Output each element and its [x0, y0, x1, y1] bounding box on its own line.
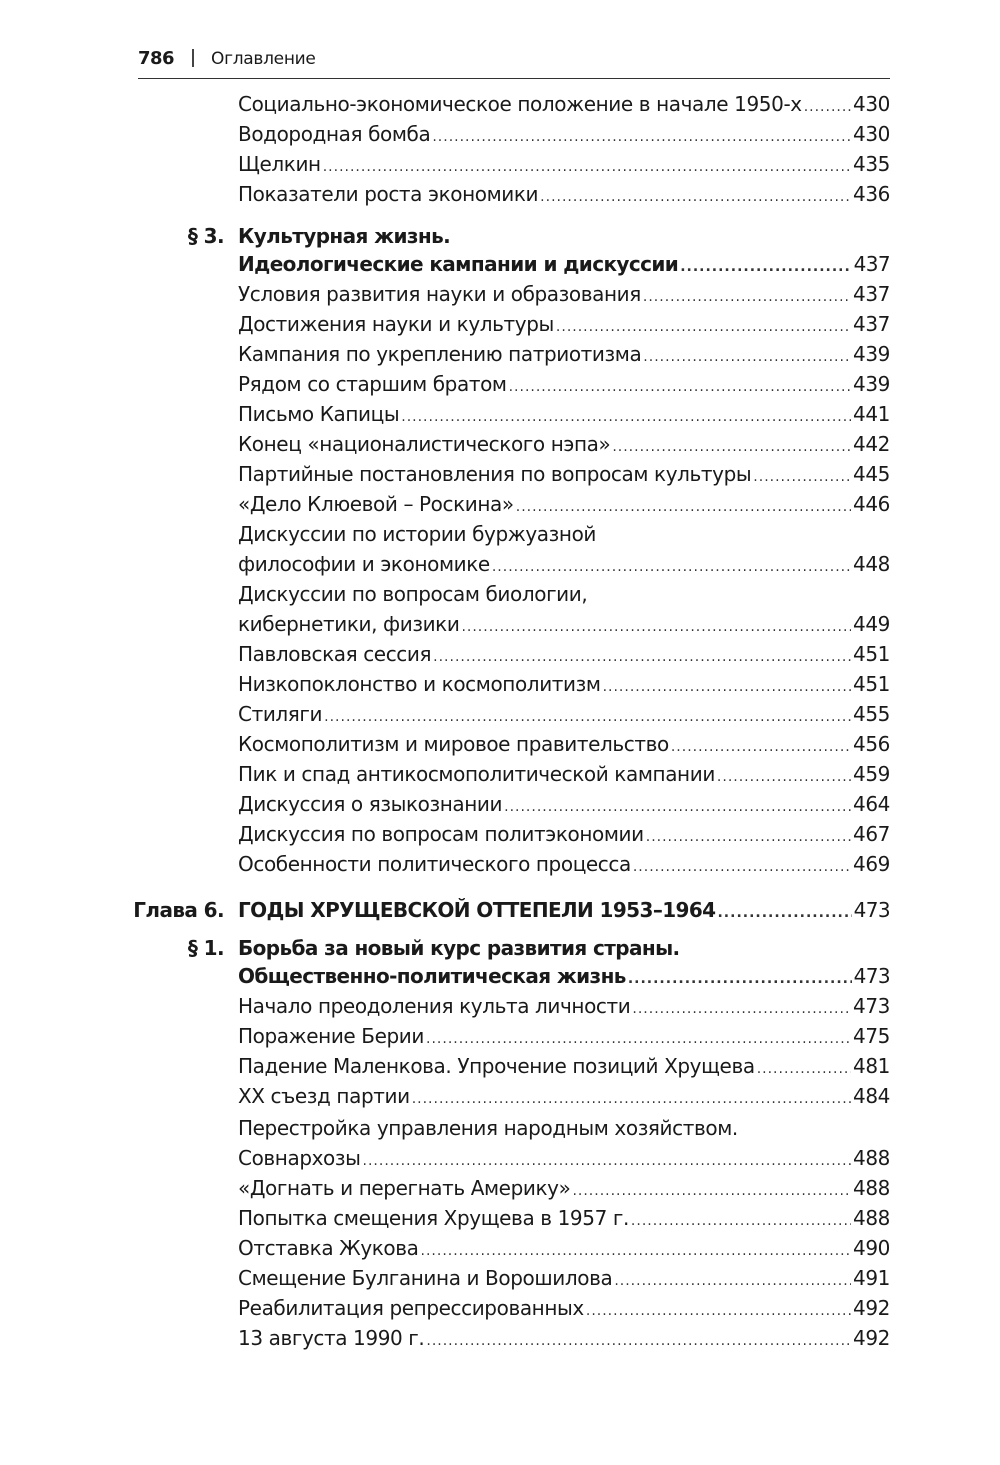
dot-leader — [603, 679, 851, 695]
dot-leader — [586, 1303, 851, 1319]
toc-entry[interactable] — [238, 92, 890, 122]
entry-page: 469 — [853, 852, 890, 876]
dot-leader — [671, 739, 851, 755]
dot-leader — [432, 129, 851, 145]
page-number: 786 — [138, 48, 175, 69]
entry-title: Попытка смещения Хрущева в 1957 г. — [238, 1206, 629, 1230]
entry-page: 448 — [853, 552, 890, 576]
entry-page: 491 — [853, 1266, 890, 1290]
entry-page: 449 — [853, 612, 890, 636]
entry-page: 488 — [853, 1206, 890, 1230]
toc-entry[interactable] — [238, 702, 890, 732]
toc-entry[interactable] — [238, 182, 890, 212]
chapter-title: ГОДЫ ХРУЩЕВСКОЙ ОТТЕПЕЛИ 1953–1964 — [238, 898, 716, 922]
entry-title: Дискуссия о языкознании — [238, 792, 503, 816]
toc-entry[interactable] — [238, 1266, 890, 1296]
entry-title: Особенности политического процесса — [238, 852, 631, 876]
entry-page: 437 — [853, 282, 890, 306]
entry-title: Низкопоклонство и космополитизм — [238, 672, 601, 696]
entry-title: Партийные постановления по вопросам культуры — [238, 462, 752, 486]
dot-leader — [757, 1061, 851, 1077]
dot-leader — [572, 1183, 851, 1199]
toc-entry[interactable] — [238, 1024, 890, 1054]
toc-entry[interactable] — [238, 1146, 890, 1176]
toc-entry[interactable] — [238, 852, 890, 882]
dot-leader — [433, 649, 851, 665]
entry-title: Падение Маленкова. Упрочение позиций Хрущева — [238, 1054, 755, 1078]
header-separator — [192, 49, 194, 67]
toc-entry[interactable] — [238, 372, 890, 402]
toc-entry[interactable] — [238, 1296, 890, 1326]
section-heading-entry[interactable] — [238, 964, 890, 994]
entry-title: Смещение Булганина и Ворошилова — [238, 1266, 613, 1290]
entry-page: 484 — [853, 1084, 890, 1108]
entry-page: 451 — [853, 672, 890, 696]
toc-entry[interactable] — [238, 312, 890, 342]
entry-title: Достижения науки и культуры — [238, 312, 554, 336]
entry-title: Водородная бомба — [238, 122, 431, 146]
entry-title: Космополитизм и мировое правительство — [238, 732, 669, 756]
entry-page: 445 — [853, 462, 890, 486]
entry-title: Кампания по укреплению патриотизма — [238, 342, 642, 366]
dot-leader — [412, 1091, 851, 1107]
entry-title: «Догнать и перегнать Америку» — [238, 1176, 571, 1200]
section-label: § 3. — [187, 224, 224, 248]
entry-title: Условия развития науки и образования — [238, 282, 641, 306]
header-title: Оглавление — [211, 49, 316, 69]
toc-entry[interactable] — [238, 402, 890, 432]
entry-page: 473 — [853, 898, 890, 922]
toc-entry[interactable] — [238, 612, 890, 642]
entry-title: Поражение Берии — [238, 1024, 425, 1048]
entry-page: 430 — [853, 92, 890, 116]
running-header — [138, 44, 890, 79]
section-title-line2: Общественно-политическая жизнь — [238, 964, 626, 988]
dot-leader — [633, 859, 851, 875]
dot-leader — [632, 1001, 851, 1017]
dot-leader — [753, 469, 851, 485]
dot-leader — [540, 189, 851, 205]
dot-leader — [631, 1213, 851, 1229]
entry-title: «Дело Клюевой – Роскина» — [238, 492, 514, 516]
toc-entry[interactable] — [238, 792, 890, 822]
entry-page: 490 — [853, 1236, 890, 1260]
dot-leader — [421, 1243, 852, 1259]
section-title-line2: Идеологические кампании и дискуссии — [238, 252, 679, 276]
toc-entry[interactable] — [238, 1054, 890, 1084]
entry-title: Начало преодоления культа личности — [238, 994, 631, 1018]
dot-leader — [643, 349, 851, 365]
entry-page: 492 — [853, 1326, 890, 1350]
entry-title: Конец «националистического нэпа» — [238, 432, 611, 456]
dot-leader — [643, 289, 851, 305]
entry-page: 451 — [853, 642, 890, 666]
entry-title-line1[interactable]: Перестройка управления народным хозяйством. — [238, 1116, 738, 1140]
entry-title: Стиляги — [238, 702, 323, 726]
toc-entry[interactable] — [238, 1176, 890, 1206]
section-heading-entry[interactable] — [238, 252, 890, 282]
entry-title-line1[interactable]: Дискуссии по истории буржуазной — [238, 522, 597, 546]
dot-leader — [646, 829, 851, 845]
toc-entry[interactable] — [238, 122, 890, 152]
entry-page: 441 — [853, 402, 890, 426]
entry-title: Павловская сессия — [238, 642, 432, 666]
toc-entry[interactable] — [238, 492, 890, 522]
entry-page: 459 — [853, 762, 890, 786]
dot-leader — [717, 905, 851, 921]
entry-page: 456 — [853, 732, 890, 756]
entry-page: 488 — [853, 1176, 890, 1200]
entry-page: 473 — [853, 994, 890, 1018]
entry-page: 492 — [853, 1296, 890, 1320]
entry-page: 442 — [853, 432, 890, 456]
toc-entry[interactable] — [238, 762, 890, 792]
entry-page: 473 — [853, 964, 890, 988]
toc-entry[interactable] — [238, 1206, 890, 1236]
dot-leader — [556, 319, 851, 335]
entry-page: 439 — [853, 372, 890, 396]
dot-leader — [509, 379, 851, 395]
entry-title: Показатели роста экономики — [238, 182, 539, 206]
toc-entry[interactable] — [238, 642, 890, 672]
section-label: § 1. — [187, 936, 224, 960]
entry-title: Социально-экономическое положение в начале 1950-х — [238, 92, 802, 116]
toc-entry[interactable] — [238, 732, 890, 762]
toc-entry[interactable] — [238, 822, 890, 852]
entry-title: Пик и спад антикосмополитической кампании — [238, 762, 715, 786]
entry-page: 446 — [853, 492, 890, 516]
dot-leader — [324, 709, 851, 725]
toc-entry[interactable] — [238, 672, 890, 702]
chapter-label: Глава 6. — [133, 898, 224, 922]
toc-entry[interactable] — [238, 1326, 890, 1356]
dot-leader — [426, 1333, 851, 1349]
toc-entry[interactable] — [238, 152, 890, 182]
toc-entry[interactable] — [238, 282, 890, 312]
entry-title: Отставка Жукова — [238, 1236, 419, 1260]
entry-page: 488 — [853, 1146, 890, 1170]
dot-leader — [401, 409, 851, 425]
entry-page: 430 — [853, 122, 890, 146]
entry-page: 464 — [853, 792, 890, 816]
entry-page: 455 — [853, 702, 890, 726]
entry-page: 475 — [853, 1024, 890, 1048]
entry-page: 435 — [853, 152, 890, 176]
dot-leader — [628, 971, 852, 987]
dot-leader — [717, 769, 851, 785]
toc-entry[interactable] — [238, 462, 890, 492]
entry-page: 436 — [853, 182, 890, 206]
entry-title: Щелкин — [238, 152, 321, 176]
toc-entry[interactable] — [238, 994, 890, 1024]
dot-leader — [612, 439, 851, 455]
toc-entry[interactable] — [238, 1236, 890, 1266]
toc-entry[interactable] — [238, 432, 890, 462]
dot-leader — [504, 799, 851, 815]
entry-title-line2: Совнархозы — [238, 1146, 361, 1170]
dot-leader — [804, 99, 851, 115]
entry-page: 481 — [853, 1054, 890, 1078]
dot-leader — [614, 1273, 851, 1289]
dot-leader — [363, 1153, 852, 1169]
dot-leader — [492, 559, 851, 575]
entry-title: Рядом со старшим братом — [238, 372, 507, 396]
section-title-line1[interactable]: Борьба за новый курс развития страны. — [238, 936, 680, 960]
entry-page: 437 — [853, 252, 890, 276]
dot-leader — [323, 159, 851, 175]
dot-leader — [516, 499, 851, 515]
entry-title-line2: философии и экономике — [238, 552, 490, 576]
entry-page: 467 — [853, 822, 890, 846]
entry-title: XX съезд партии — [238, 1084, 410, 1108]
toc-entry[interactable] — [238, 552, 890, 582]
entry-title-line1[interactable]: Дискуссии по вопросам биологии, — [238, 582, 588, 606]
chapter-heading-entry[interactable] — [238, 898, 890, 928]
entry-page: 437 — [853, 312, 890, 336]
entry-title: Дискуссия по вопросам политэкономии — [238, 822, 644, 846]
section-title-line1[interactable]: Культурная жизнь. — [238, 224, 451, 248]
entry-title: Письмо Капицы — [238, 402, 400, 426]
entry-title: Реабилитация репрессированных — [238, 1296, 584, 1320]
toc-entry[interactable] — [238, 1084, 890, 1114]
dot-leader — [426, 1031, 851, 1047]
entry-title-line2: кибернетики, физики — [238, 612, 460, 636]
dot-leader — [461, 619, 851, 635]
dot-leader — [680, 259, 851, 275]
entry-page: 439 — [853, 342, 890, 366]
toc-entry[interactable] — [238, 342, 890, 372]
entry-title: 13 августа 1990 г. — [238, 1326, 425, 1350]
